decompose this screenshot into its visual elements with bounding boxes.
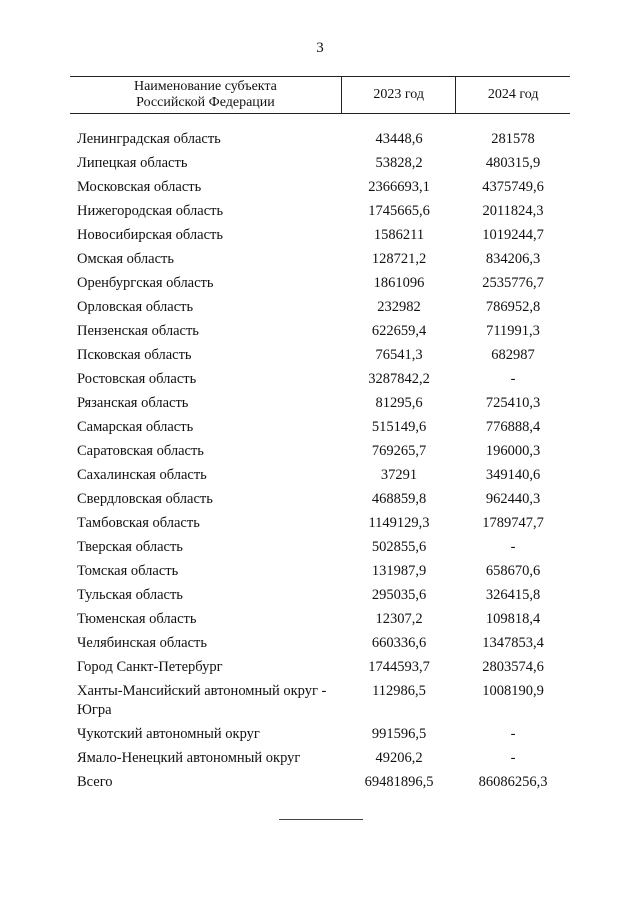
- header-subject-name-line1: Наименование субъекта: [133, 79, 277, 94]
- table-row: [70, 391, 570, 415]
- cell-subject-name: Тверская область: [77, 538, 183, 555]
- cell-2023: 3287842,2: [368, 370, 430, 387]
- cell-2024: 326415,8: [485, 586, 541, 603]
- cell-subject-name: Ленинградская область: [77, 130, 221, 147]
- cell-2023: 769265,7: [371, 442, 427, 459]
- cell-2023: 502855,6: [371, 538, 427, 555]
- table-row: [70, 175, 570, 199]
- cell-2024: 281578: [491, 130, 535, 147]
- cell-subject-name: Нижегородская область: [77, 202, 224, 219]
- table-row: [70, 607, 570, 631]
- table-row: [70, 247, 570, 271]
- table-row: [70, 559, 570, 583]
- cell-2024: 86086256,3: [478, 773, 548, 790]
- cell-2023: 2366693,1: [368, 178, 430, 195]
- cell-subject-name: Чукотский автономный округ: [77, 725, 260, 742]
- cell-2024: 480315,9: [485, 154, 541, 171]
- cell-2024: 776888,4: [485, 418, 541, 435]
- cell-2023: 112986,5: [372, 682, 426, 699]
- cell-2024: 4375749,6: [482, 178, 544, 195]
- cell-subject-name: Томская область: [77, 562, 179, 579]
- cell-subject-name: Рязанская область: [77, 394, 189, 411]
- cell-2024: 1019244,7: [482, 226, 544, 243]
- cell-2024: 2803574,6: [482, 658, 544, 675]
- header-2024: 2024 год: [487, 87, 539, 102]
- cell-2024: 962440,3: [485, 490, 541, 507]
- cell-subject-name: Всего: [77, 773, 113, 790]
- cell-2024: 1347853,4: [482, 634, 544, 651]
- cell-2024: -: [510, 370, 516, 387]
- cell-2023: 43448,6: [375, 130, 423, 147]
- cell-2023: 1745665,6: [368, 202, 430, 219]
- cell-2024: 725410,3: [485, 394, 541, 411]
- footer-divider: [279, 819, 363, 820]
- table-row: [70, 746, 570, 770]
- cell-2024: 834206,3: [485, 250, 541, 267]
- table-row: [70, 127, 570, 151]
- cell-subject-name: Новосибирская область: [77, 226, 223, 243]
- cell-2023: 131987,9: [371, 562, 427, 579]
- table-row: [70, 535, 570, 559]
- table-row: [70, 151, 570, 175]
- page-number: 3: [316, 40, 324, 56]
- cell-2024: 2011824,3: [482, 202, 544, 219]
- table-header: [70, 76, 570, 114]
- cell-subject-name: Липецкая область: [77, 154, 188, 171]
- cell-2024: 2535776,7: [482, 274, 544, 291]
- cell-subject-name: Ханты-Мансийский автономный округ - Югра: [77, 682, 327, 718]
- table-row: [70, 463, 570, 487]
- cell-2023: 1744593,7: [368, 658, 430, 675]
- cell-2024: 196000,3: [485, 442, 541, 459]
- cell-subject-name: Московская область: [77, 178, 202, 195]
- table-row: [70, 722, 570, 746]
- cell-2023: 468859,8: [371, 490, 427, 507]
- cell-subject-name: Тульская область: [77, 586, 183, 603]
- cell-subject-name: Самарская область: [77, 418, 194, 435]
- table-row: [70, 583, 570, 607]
- cell-subject-name: Саратовская область: [77, 442, 204, 459]
- cell-subject-name: Челябинская область: [77, 634, 207, 651]
- cell-2024: 109818,4: [485, 610, 541, 627]
- cell-2023: 1149129,3: [368, 514, 430, 531]
- cell-2024: 1008190,9: [482, 682, 544, 699]
- cell-subject-name: Пензенская область: [77, 322, 199, 339]
- cell-2024: 682987: [491, 346, 535, 363]
- cell-2023: 69481896,5: [364, 773, 434, 790]
- cell-2023: 991596,5: [371, 725, 427, 742]
- cell-2023: 49206,2: [375, 749, 423, 766]
- cell-2023: 1861096: [373, 274, 425, 291]
- table-row: [70, 343, 570, 367]
- table-row: [70, 367, 570, 391]
- table-row: [70, 223, 570, 247]
- header-2023: 2023 год: [342, 77, 457, 113]
- cell-2024: 711991,3: [486, 322, 540, 339]
- cell-2024: 1789747,7: [482, 514, 544, 531]
- table-row: [70, 295, 570, 319]
- cell-subject-name: Тюменская область: [77, 610, 197, 627]
- cell-2024: -: [510, 749, 516, 766]
- cell-2024: -: [510, 725, 516, 742]
- cell-2023: 12307,2: [375, 610, 423, 627]
- table-row: [70, 770, 570, 794]
- cell-subject-name: Свердловская область: [77, 490, 213, 507]
- table-row: [70, 679, 570, 722]
- cell-2024: 786952,8: [485, 298, 541, 315]
- cell-2024: -: [510, 538, 516, 555]
- cell-2023: 295035,6: [371, 586, 427, 603]
- header-subject-name-line2: Российской Федерации: [136, 95, 275, 110]
- cell-2023: 128721,2: [371, 250, 427, 267]
- cell-2024: 349140,6: [485, 466, 541, 483]
- cell-2023: 622659,4: [371, 322, 427, 339]
- table-row: [70, 655, 570, 679]
- cell-subject-name: Орловская область: [77, 298, 194, 315]
- table-row: [70, 511, 570, 535]
- table-row: [70, 319, 570, 343]
- cell-subject-name: Город Санкт-Петербург: [77, 658, 223, 675]
- cell-2024: 658670,6: [485, 562, 541, 579]
- cell-2023: 37291: [380, 466, 418, 483]
- table-row: [70, 631, 570, 655]
- cell-subject-name: Омская область: [77, 250, 174, 267]
- table-row: [70, 415, 570, 439]
- cell-subject-name: Псковская область: [77, 346, 192, 363]
- cell-2023: 81295,6: [375, 394, 423, 411]
- table-row: [70, 439, 570, 463]
- header-subject-name: [70, 77, 342, 113]
- cell-2023: 232982: [377, 298, 421, 315]
- cell-subject-name: Ростовская область: [77, 370, 197, 387]
- cell-2023: 515149,6: [371, 418, 427, 435]
- cell-2023: 53828,2: [375, 154, 423, 171]
- cell-2023: 1586211: [373, 226, 425, 243]
- cell-2023: 660336,6: [371, 634, 427, 651]
- cell-subject-name: Сахалинская область: [77, 466, 207, 483]
- cell-2023: 76541,3: [375, 346, 423, 363]
- table-row: [70, 271, 570, 295]
- cell-subject-name: Оренбургская область: [77, 274, 214, 291]
- cell-subject-name: Ямало-Ненецкий автономный округ: [77, 749, 301, 766]
- table-body: [70, 127, 570, 794]
- table-row: [70, 487, 570, 511]
- table-row: [70, 199, 570, 223]
- cell-subject-name: Тамбовская область: [77, 514, 200, 531]
